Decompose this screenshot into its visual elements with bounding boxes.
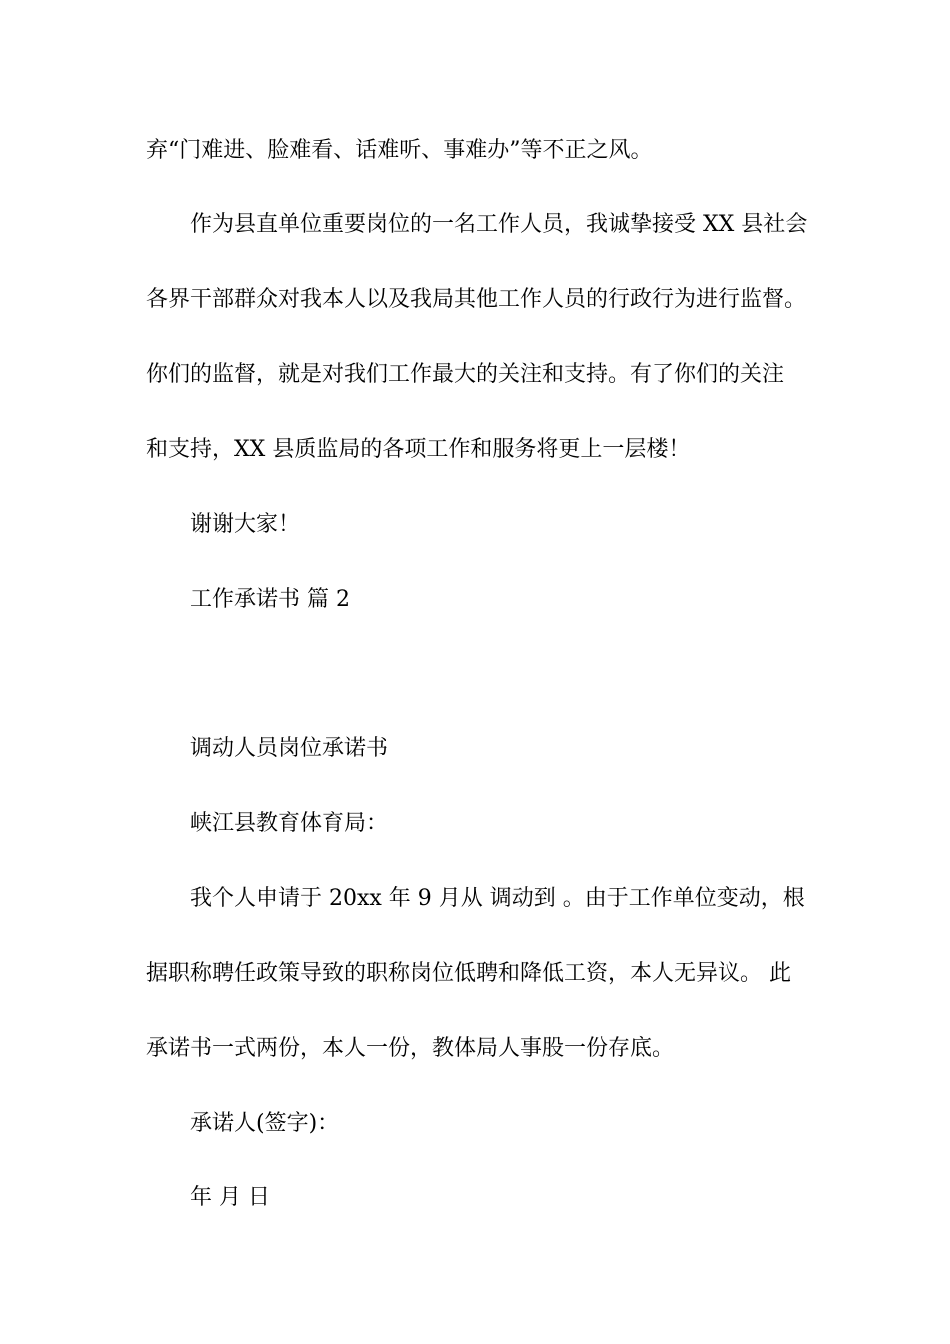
paragraph-line: 弃“门难进、脸难看、话难听、事难办”等不正之风。	[146, 138, 653, 163]
date-line: 年 月 日	[190, 1185, 270, 1210]
signature-label: 承诺人(签字)：	[190, 1111, 340, 1136]
paragraph-line: 你们的监督，就是对我们工作最大的关注和支持。有了你们的关注	[146, 362, 785, 387]
addressee: 峡江县教育体育局：	[190, 811, 389, 836]
paragraph-line: 各界干部群众对我本人以及我局其他工作人员的行政行为进行监督。	[146, 287, 807, 312]
closing-line: 谢谢大家！	[190, 512, 301, 537]
paragraph-line: 我个人申请于 20xx 年 9 月从 调动到 。由于工作单位变动，根	[190, 886, 805, 911]
section-heading: 工作承诺书 篇 2	[190, 587, 350, 612]
paragraph-line: 承诺书一式两份，本人一份，教体局人事股一份存底。	[146, 1036, 675, 1061]
paragraph-line: 作为县直单位重要岗位的一名工作人员，我诚挚接受 XX 县社会	[190, 212, 808, 237]
paragraph-line: 和支持，XX 县质监局的各项工作和服务将更上一层楼！	[146, 437, 691, 462]
document-title: 调动人员岗位承诺书	[190, 736, 389, 761]
paragraph-line: 据职称聘任政策导致的职称岗位低聘和降低工资，本人无异议。 此	[146, 961, 791, 986]
